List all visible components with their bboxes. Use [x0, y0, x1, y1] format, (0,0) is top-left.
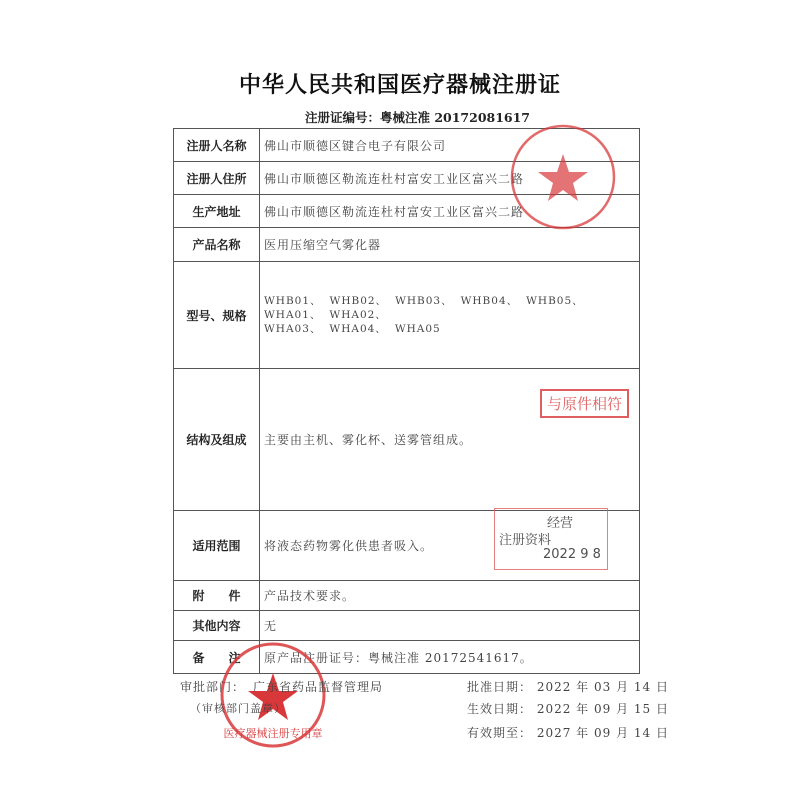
model-item: WHB01、	[264, 295, 322, 307]
certificate-title: 中华人民共和国医疗器械注册证	[238, 73, 561, 98]
row-value: 主要由主机、雾化杯、送雾管组成。	[260, 369, 640, 511]
row-label: 产品名称	[174, 228, 260, 262]
row-label: 结构及组成	[174, 369, 260, 511]
effective-date: 生效日期： 2022 年 09 月 15 日	[467, 702, 669, 716]
row-label: 型号、规格	[174, 262, 260, 369]
table-row	[174, 611, 640, 641]
row-value: 原产品注册证号：粤械注准 20172541617。	[260, 641, 640, 674]
row-label: 注册人名称	[174, 129, 260, 162]
model-item: WHB04、	[460, 295, 519, 307]
row-label: 生产地址	[174, 195, 260, 228]
copy-match-stamp: 与原件相符	[540, 389, 629, 418]
model-item: WHB05、	[526, 295, 584, 307]
model-item: WHA05	[394, 323, 441, 335]
approval-dept	[180, 678, 383, 695]
seal-note: （审核部门盖章）	[190, 702, 286, 715]
row-label: 附 件	[174, 581, 260, 611]
svg-text:医疗器械注册专用章: 医疗器械注册专用章	[223, 727, 323, 740]
table-row	[174, 262, 640, 369]
registration-number	[0, 108, 800, 126]
row-label: 适用范围	[174, 511, 260, 581]
row-value: 佛山市顺德区勒流连杜村富安工业区富兴二路	[260, 162, 640, 195]
row-label: 注册人住所	[174, 162, 260, 195]
row-value: 产品技术要求。	[260, 581, 640, 611]
model-item: WHA02、	[329, 309, 387, 321]
models-list	[260, 262, 640, 369]
reg-no-label: 注册证编号：	[304, 110, 380, 125]
company-seal-icon	[508, 122, 618, 232]
row-value: 医用压缩空气雾化器	[260, 228, 640, 262]
dept-label: 审批部门：	[180, 680, 246, 694]
row-value: 佛山市顺德区键合电子有限公司	[260, 129, 640, 162]
approval-date: 批准日期： 2022 年 03 月 14 日	[467, 680, 669, 694]
model-item: WHB02、	[329, 295, 388, 307]
model-item: WHB03、	[395, 295, 453, 307]
dept-value: 广东省药品监督管理局	[253, 680, 384, 694]
table-row	[174, 228, 640, 262]
row-label: 其他内容	[174, 611, 260, 641]
model-item: WHA03、	[264, 323, 322, 335]
authority-seal-icon	[218, 640, 328, 750]
model-item: WHA01、	[264, 309, 322, 321]
row-value: 佛山市顺德区勒流连杜村富安工业区富兴二路	[260, 195, 640, 228]
usage-stamp-icon: 经营 注册资料 2022 9 8	[494, 508, 608, 570]
reg-no-value: 粤械注准 20172081617	[379, 110, 531, 125]
row-label: 备 注	[174, 641, 260, 674]
row-value: 无	[260, 611, 640, 641]
model-item: WHA04、	[329, 323, 387, 335]
row-value: 将液态药物雾化供患者吸入。	[260, 511, 640, 581]
expiry-date: 有效期至： 2027 年 09 月 14 日	[467, 726, 669, 740]
table-row	[174, 581, 640, 611]
